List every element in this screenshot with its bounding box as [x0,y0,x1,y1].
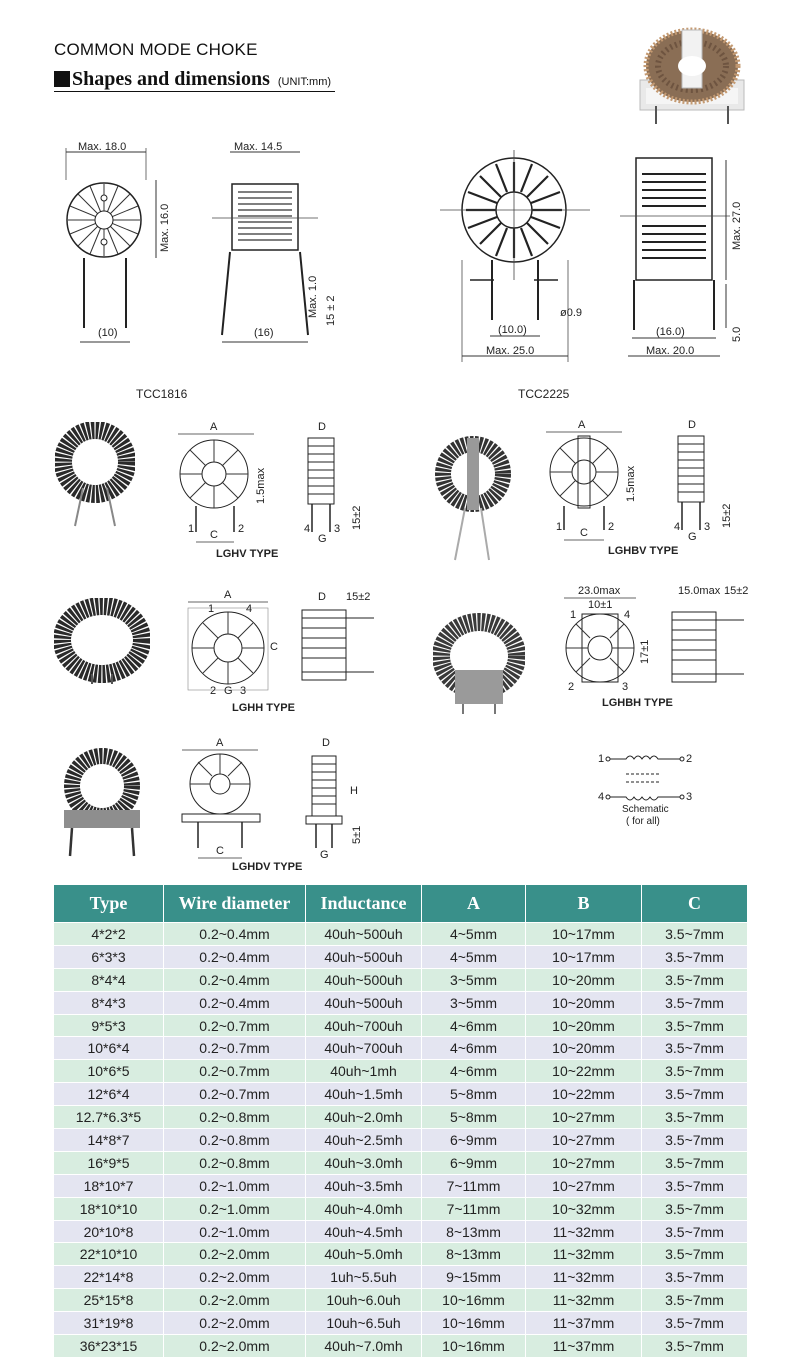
svg-text:15±2: 15±2 [351,505,363,530]
table-cell: 1uh~5.5uh [306,1266,422,1289]
table-cell: 3.5~7mm [642,1014,748,1037]
table-cell: 7~11mm [422,1174,526,1197]
svg-text:C: C [580,527,588,539]
table-cell: 40uh~7.0mh [306,1335,422,1358]
table-cell: 0.2~0.4mm [164,945,306,968]
table-cell: 40uh~3.5mh [306,1174,422,1197]
svg-text:1.5max: 1.5max [255,467,267,504]
table-cell: 0.2~2.0mm [164,1243,306,1266]
tcc1816-pitch: (10) [98,327,118,339]
table-cell: 0.2~0.8mm [164,1129,306,1152]
table-cell: 40uh~500uh [306,968,422,991]
col-inductance: Inductance [306,885,422,923]
table-cell: 40uh~4.0mh [306,1197,422,1220]
unit-label: (UNIT:mm) [277,76,332,88]
table-cell: 10~17mm [526,945,642,968]
table-cell: 0.2~0.8mm [164,1151,306,1174]
lghbh-photo [433,610,525,716]
svg-text:C: C [210,529,218,541]
table-cell: 4~6mm [422,1037,526,1060]
lghv-drawing [170,420,370,550]
tcc2225-label: TCC2225 [518,387,570,401]
table-cell: 3.5~7mm [642,968,748,991]
table-cell: 11~32mm [526,1220,642,1243]
tcc2225-lead-len: 5.0 [731,326,743,342]
svg-text:A: A [216,737,224,749]
table-cell: 40uh~2.0mh [306,1106,422,1129]
table-row [54,1083,748,1106]
table-cell: 36*23*15 [54,1335,164,1358]
schematic-caption-1: Schematic [622,804,669,815]
table-cell: 40uh~3.0mh [306,1151,422,1174]
table-cell: 3.5~7mm [642,991,748,1014]
svg-text:1: 1 [188,523,195,535]
lghbv-type-label: LGHBV TYPE [608,545,679,557]
table-row [54,1220,748,1243]
svg-text:3: 3 [240,685,247,697]
table-cell: 40uh~4.5mh [306,1220,422,1243]
table-cell: 0.2~0.7mm [164,1037,306,1060]
svg-text:D: D [318,591,326,603]
table-row [54,1129,748,1152]
table-row [54,1266,748,1289]
table-cell: 0.2~2.0mm [164,1312,306,1335]
table-cell: 6~9mm [422,1129,526,1152]
table-row [54,968,748,991]
table-cell: 10~22mm [526,1060,642,1083]
table-cell: 0.2~0.4mm [164,923,306,946]
table-cell: 8~13mm [422,1243,526,1266]
col-a: A [422,885,526,923]
table-cell: 40uh~700uh [306,1037,422,1060]
table-cell: 20*10*8 [54,1220,164,1243]
table-cell: 3.5~7mm [642,1083,748,1106]
table-cell: 3.5~7mm [642,1151,748,1174]
table-cell: 0.2~0.7mm [164,1014,306,1037]
table-cell: 8~13mm [422,1220,526,1243]
svg-text:15.0max: 15.0max [678,585,721,597]
table-cell: 3.5~7mm [642,1220,748,1243]
svg-text:5±1: 5±1 [351,825,363,844]
svg-text:1: 1 [570,609,577,621]
table-cell: 3.5~7mm [642,1129,748,1152]
tcc1816-lead-max: Max. 1.0 [307,275,319,318]
table-cell: 4~6mm [422,1060,526,1083]
svg-text:4: 4 [304,523,311,535]
table-cell: 3.5~7mm [642,923,748,946]
table-cell: 3.5~7mm [642,1243,748,1266]
svg-text:C: C [270,641,278,653]
table-cell: 3~5mm [422,968,526,991]
table-row [54,1197,748,1220]
page-title: COMMON MODE CHOKE [54,40,258,59]
svg-text:H: H [350,785,358,797]
table-cell: 25*15*8 [54,1289,164,1312]
table-cell: 10~16mm [422,1312,526,1335]
table-cell: 12.7*6.3*5 [54,1106,164,1129]
tcc2225-max-height: Max. 27.0 [731,201,743,250]
table-cell: 18*10*7 [54,1174,164,1197]
section-title: Shapes and dimensions [72,68,270,90]
tcc1816-side-view [208,140,348,350]
tcc1816-max-width: Max. 18.0 [78,141,127,153]
tcc2225-lead-dia: ø0.9 [560,307,583,319]
table-row [54,1335,748,1358]
table-cell: 10~20mm [526,1014,642,1037]
table-cell: 3.5~7mm [642,1335,748,1358]
table-cell: 10~32mm [526,1197,642,1220]
table-cell: 10~27mm [526,1129,642,1152]
lghbh-type-label: LGHBH TYPE [602,697,673,709]
table-cell: 40uh~1mh [306,1060,422,1083]
svg-text:D: D [688,419,696,431]
svg-text:15±2: 15±2 [724,585,749,597]
tcc2225-max-depth: Max. 20.0 [646,345,695,357]
schematic-caption-2: ( for all) [626,816,660,827]
table-cell: 14*8*7 [54,1129,164,1152]
table-row [54,1014,748,1037]
table-cell: 40uh~500uh [306,945,422,968]
tcc1816-max-height: Max. 16.0 [159,203,171,252]
table-cell: 10~16mm [422,1289,526,1312]
table-cell: 40uh~1.5mh [306,1083,422,1106]
svg-text:3: 3 [686,791,693,803]
svg-text:10±1: 10±1 [588,599,613,611]
table-cell: 10~27mm [526,1106,642,1129]
table-row [54,923,748,946]
svg-text:23.0max: 23.0max [578,585,621,597]
table-cell: 3.5~7mm [642,945,748,968]
lghh-type-label: LGHH TYPE [232,702,295,714]
tcc1816-label: TCC1816 [136,387,188,401]
tcc2225-front-view [440,140,610,365]
table-cell: 3.5~7mm [642,1266,748,1289]
table-cell: 0.2~0.4mm [164,968,306,991]
lghv-photo [55,422,135,530]
table-cell: 18*10*10 [54,1197,164,1220]
table-cell: 6~9mm [422,1151,526,1174]
svg-text:3: 3 [334,523,341,535]
table-cell: 3.5~7mm [642,1060,748,1083]
lghdv-photo [58,748,146,858]
svg-text:2: 2 [210,685,217,697]
svg-text:1: 1 [208,603,215,615]
svg-text:15±2: 15±2 [721,503,733,528]
table-cell: 10~22mm [526,1083,642,1106]
table-cell: 4~5mm [422,945,526,968]
svg-text:A: A [210,421,218,433]
table-cell: 3.5~7mm [642,1289,748,1312]
table-cell: 7~11mm [422,1197,526,1220]
table-row [54,945,748,968]
table-cell: 0.2~1.0mm [164,1197,306,1220]
svg-text:A: A [224,589,232,601]
lghbv-drawing [538,418,738,548]
svg-text:A: A [578,419,586,431]
spec-table [53,884,748,1358]
tcc2225-side-pitch: (16.0) [656,326,685,338]
table-cell: 4*2*2 [54,923,164,946]
product-photo [632,18,752,126]
table-cell: 11~32mm [526,1266,642,1289]
table-cell: 0.2~0.4mm [164,991,306,1014]
table-cell: 3.5~7mm [642,1174,748,1197]
svg-text:3: 3 [704,521,711,533]
table-cell: 10~20mm [526,991,642,1014]
section-heading [54,68,335,92]
table-cell: 0.2~2.0mm [164,1266,306,1289]
table-cell: 5~8mm [422,1083,526,1106]
lghv-type-label: LGHV TYPE [216,548,279,560]
svg-text:2: 2 [686,753,693,765]
table-cell: 10*6*4 [54,1037,164,1060]
table-cell: 8*4*3 [54,991,164,1014]
table-cell: 10~17mm [526,923,642,946]
svg-text:3: 3 [622,681,629,693]
table-cell: 3.5~7mm [642,1312,748,1335]
table-cell: 0.2~1.0mm [164,1220,306,1243]
table-row [54,991,748,1014]
table-cell: 0.2~1.0mm [164,1174,306,1197]
table-cell: 8*4*4 [54,968,164,991]
tcc1816-front-view [56,140,186,350]
table-cell: 10~27mm [526,1151,642,1174]
svg-text:1: 1 [556,521,563,533]
table-cell: 31*19*8 [54,1312,164,1335]
table-cell: 11~37mm [526,1335,642,1358]
svg-text:4: 4 [598,791,605,803]
svg-text:2: 2 [238,523,245,535]
tcc2225-pitch: (10.0) [498,324,527,336]
table-cell: 11~32mm [526,1243,642,1266]
tcc1816-side-pitch: (16) [254,327,274,339]
col-c: C [642,885,748,923]
table-cell: 0.2~0.8mm [164,1106,306,1129]
table-cell: 40uh~5.0mh [306,1243,422,1266]
table-row [54,1151,748,1174]
table-cell: 22*10*10 [54,1243,164,1266]
svg-text:4: 4 [246,603,253,615]
svg-text:C: C [216,845,224,857]
svg-text:D: D [318,421,326,433]
svg-text:2: 2 [568,681,575,693]
svg-text:G: G [320,849,329,861]
table-cell: 3.5~7mm [642,1106,748,1129]
table-cell: 22*14*8 [54,1266,164,1289]
table-cell: 10*6*5 [54,1060,164,1083]
svg-text:D: D [322,737,330,749]
svg-text:G: G [688,531,697,543]
table-body [54,923,748,1358]
table-cell: 0.2~2.0mm [164,1335,306,1358]
table-cell: 40uh~500uh [306,923,422,946]
lghbh-drawing [552,584,752,700]
table-row [54,1060,748,1083]
table-cell: 10uh~6.5uh [306,1312,422,1335]
svg-text:1.5max: 1.5max [625,465,637,502]
table-cell: 4~5mm [422,923,526,946]
col-wire-diameter: Wire diameter [164,885,306,923]
table-cell: 40uh~700uh [306,1014,422,1037]
table-cell: 0.2~2.0mm [164,1289,306,1312]
table-cell: 12*6*4 [54,1083,164,1106]
table-cell: 9~15mm [422,1266,526,1289]
heading-square-icon [54,71,70,87]
table-row [54,1243,748,1266]
table-row [54,1312,748,1335]
table-cell: 40uh~2.5mh [306,1129,422,1152]
schematic-diagram [596,752,696,808]
table-cell: 9*5*3 [54,1014,164,1037]
table-cell: 10uh~6.0uh [306,1289,422,1312]
table-cell: 10~20mm [526,968,642,991]
table-cell: 11~32mm [526,1289,642,1312]
tcc2225-max-width: Max. 25.0 [486,345,535,357]
lghbv-photo [433,428,513,562]
table-row [54,1106,748,1129]
col-type: Type [54,885,164,923]
table-header-row [54,885,748,923]
table-cell: 10~20mm [526,1037,642,1060]
svg-text:G: G [224,685,233,697]
table-cell: 3.5~7mm [642,1037,748,1060]
svg-text:17±1: 17±1 [639,639,651,664]
table-row [54,1289,748,1312]
lghh-drawing [184,588,384,708]
table-cell: 0.2~0.7mm [164,1083,306,1106]
svg-text:4: 4 [624,609,631,621]
table-cell: 10~27mm [526,1174,642,1197]
table-cell: 6*3*3 [54,945,164,968]
table-cell: 16*9*5 [54,1151,164,1174]
svg-text:15±2: 15±2 [346,591,371,603]
table-cell: 0.2~0.7mm [164,1060,306,1083]
lghh-photo [54,598,150,686]
tcc1816-max-depth: Max. 14.5 [234,141,283,153]
svg-text:G: G [318,533,327,545]
table-row [54,1037,748,1060]
lghdv-type-label: LGHDV TYPE [232,861,303,873]
svg-text:4: 4 [674,521,681,533]
table-cell: 5~8mm [422,1106,526,1129]
tcc1816-lead-len: 15 ± 2 [325,295,337,326]
table-cell: 4~6mm [422,1014,526,1037]
col-b: B [526,885,642,923]
table-cell: 10~16mm [422,1335,526,1358]
svg-text:2: 2 [608,521,615,533]
table-cell: 40uh~500uh [306,991,422,1014]
table-row [54,1174,748,1197]
table-cell: 3~5mm [422,991,526,1014]
table-cell: 3.5~7mm [642,1197,748,1220]
lghdv-drawing [174,736,374,866]
tcc2225-side-view [620,150,750,365]
svg-text:1: 1 [598,753,605,765]
table-cell: 11~37mm [526,1312,642,1335]
